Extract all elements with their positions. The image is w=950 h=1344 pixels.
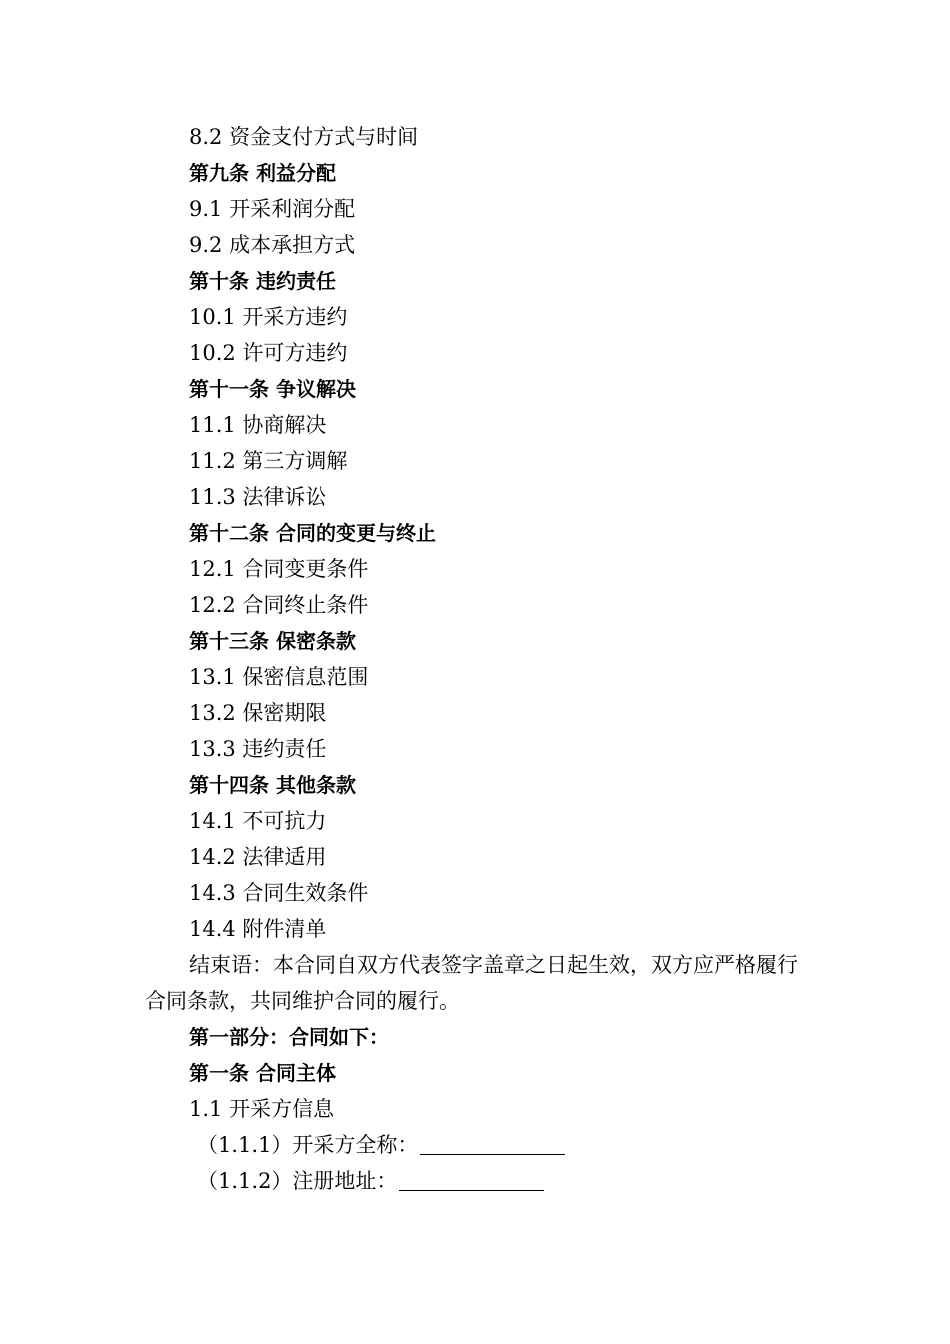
article-heading: 第十条 违约责任 (189, 269, 336, 293)
article-heading: 第十二条 合同的变更与终止 (189, 521, 436, 545)
section-item: 11.3 法律诉讼 (189, 485, 327, 509)
article-heading: 第一条 合同主体 (189, 1061, 336, 1085)
section-item: 10.2 许可方违约 (189, 341, 348, 365)
article-heading: 第十四条 其他条款 (189, 773, 356, 797)
article-heading: 第十三条 保密条款 (189, 629, 356, 653)
part-heading: 第一部分：合同如下： (189, 1025, 389, 1049)
document-body (145, 119, 825, 1199)
article-heading: 第九条 利益分配 (189, 161, 336, 185)
field-row-full-name (145, 1127, 825, 1163)
section-item: 14.1 不可抗力 (189, 809, 327, 833)
field-label: （1.1.1）开采方全称： (197, 1133, 419, 1157)
fill-in-blank[interactable] (399, 1168, 544, 1191)
section-item: 8.2 资金支付方式与时间 (189, 125, 419, 149)
section-item: 11.1 协商解决 (189, 413, 327, 437)
fill-in-blank[interactable] (420, 1132, 565, 1155)
section-item: 14.4 附件清单 (189, 917, 327, 941)
section-item: 14.3 合同生效条件 (189, 881, 369, 905)
field-row-address (145, 1163, 825, 1199)
section-item: 12.2 合同终止条件 (189, 593, 369, 617)
field-label: （1.1.2）注册地址： (197, 1169, 398, 1193)
section-item: 13.3 违约责任 (189, 737, 327, 761)
section-item: 9.1 开采利润分配 (189, 197, 356, 221)
article-heading: 第十一条 争议解决 (189, 377, 356, 401)
section-item: 13.1 保密信息范围 (189, 665, 369, 689)
section-item: 12.1 合同变更条件 (189, 557, 369, 581)
section-item: 11.2 第三方调解 (189, 449, 348, 473)
section-item: 9.2 成本承担方式 (189, 233, 356, 257)
section-item: 13.2 保密期限 (189, 701, 327, 725)
closing-paragraph: 结束语：本合同自双方代表签字盖章之日起生效，双方应严格履行合同条款，共同维护合同的履行。 (145, 953, 798, 1013)
section-item: 14.2 法律适用 (189, 845, 327, 869)
section-item: 10.1 开采方违约 (189, 305, 348, 329)
section-item: 1.1 开采方信息 (189, 1097, 335, 1121)
